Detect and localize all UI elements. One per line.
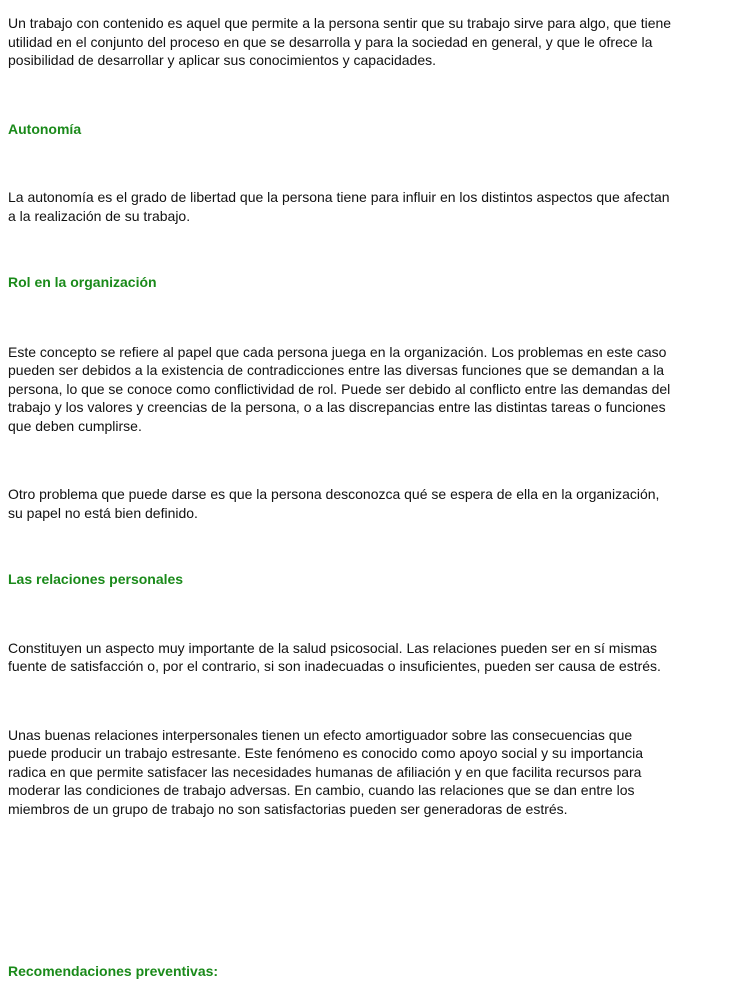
rol-paragraph-2: Otro problema que puede darse es que la persona desconozca qué se espera de ella en la organización, su papel no está bien definido.	[8, 486, 660, 521]
intro-paragraph: Un trabajo con contenido es aquel que permite a la persona sentir que su trabajo sirve para algo, que tiene utilidad en el conjunto del proceso en que se desarrolla y para la sociedad en general, y que le ofrece la posibilidad de desarrollar y aplicar sus conocimientos y capacidades.	[8, 15, 672, 68]
document-body	[8, 14, 673, 981]
autonomia-paragraph: La autonomía es el grado de libertad que la persona tiene para influir en los distintos aspectos que afectan a la realización de su trabajo.	[8, 189, 670, 224]
rol-paragraph-1: Este concepto se refiere al papel que cada persona juega en la organización. Los problemas en este caso pueden ser debidos a la existencia de contradicciones entre las diversas funciones que se demandan a la persona, lo que se conoce como conflictividad de rol. Puede ser debido al conflicto entre las demandas del trabajo y los valores y creencias de la persona, o a las discrepancias entre las distintas tareas o funciones que deben cumplirse.	[8, 343, 671, 434]
heading-recomendaciones: Recomendaciones preventivas:	[8, 963, 219, 979]
heading-autonomia: Autonomía	[8, 120, 82, 137]
relaciones-paragraph-2: Unas buenas relaciones interpersonales tienen un efecto amortiguador sobre las consecuencias que puede producir un trabajo estresante. Este fenómeno es conocido como apoyo social y su importancia radica en que permite satisfacer las necesidades humanas de afiliación y en que facilita recursos para moderar las condiciones de trabajo adversas. En cambio, cuando las relaciones que se dan entre los miembros de un grupo de trabajo no son satisfactorias pueden ser generadoras de estrés.	[8, 726, 644, 817]
heading-relaciones: Las relaciones personales	[8, 571, 184, 587]
relaciones-paragraph-1: Constituyen un aspecto muy importante de la salud psicosocial. Las relaciones pueden ser en sí mismas fuente de satisfacción o, por el contrario, si son inadecuadas o insuficientes, pueden ser causa de estrés.	[8, 639, 661, 674]
heading-rol: Rol en la organización	[8, 274, 157, 290]
